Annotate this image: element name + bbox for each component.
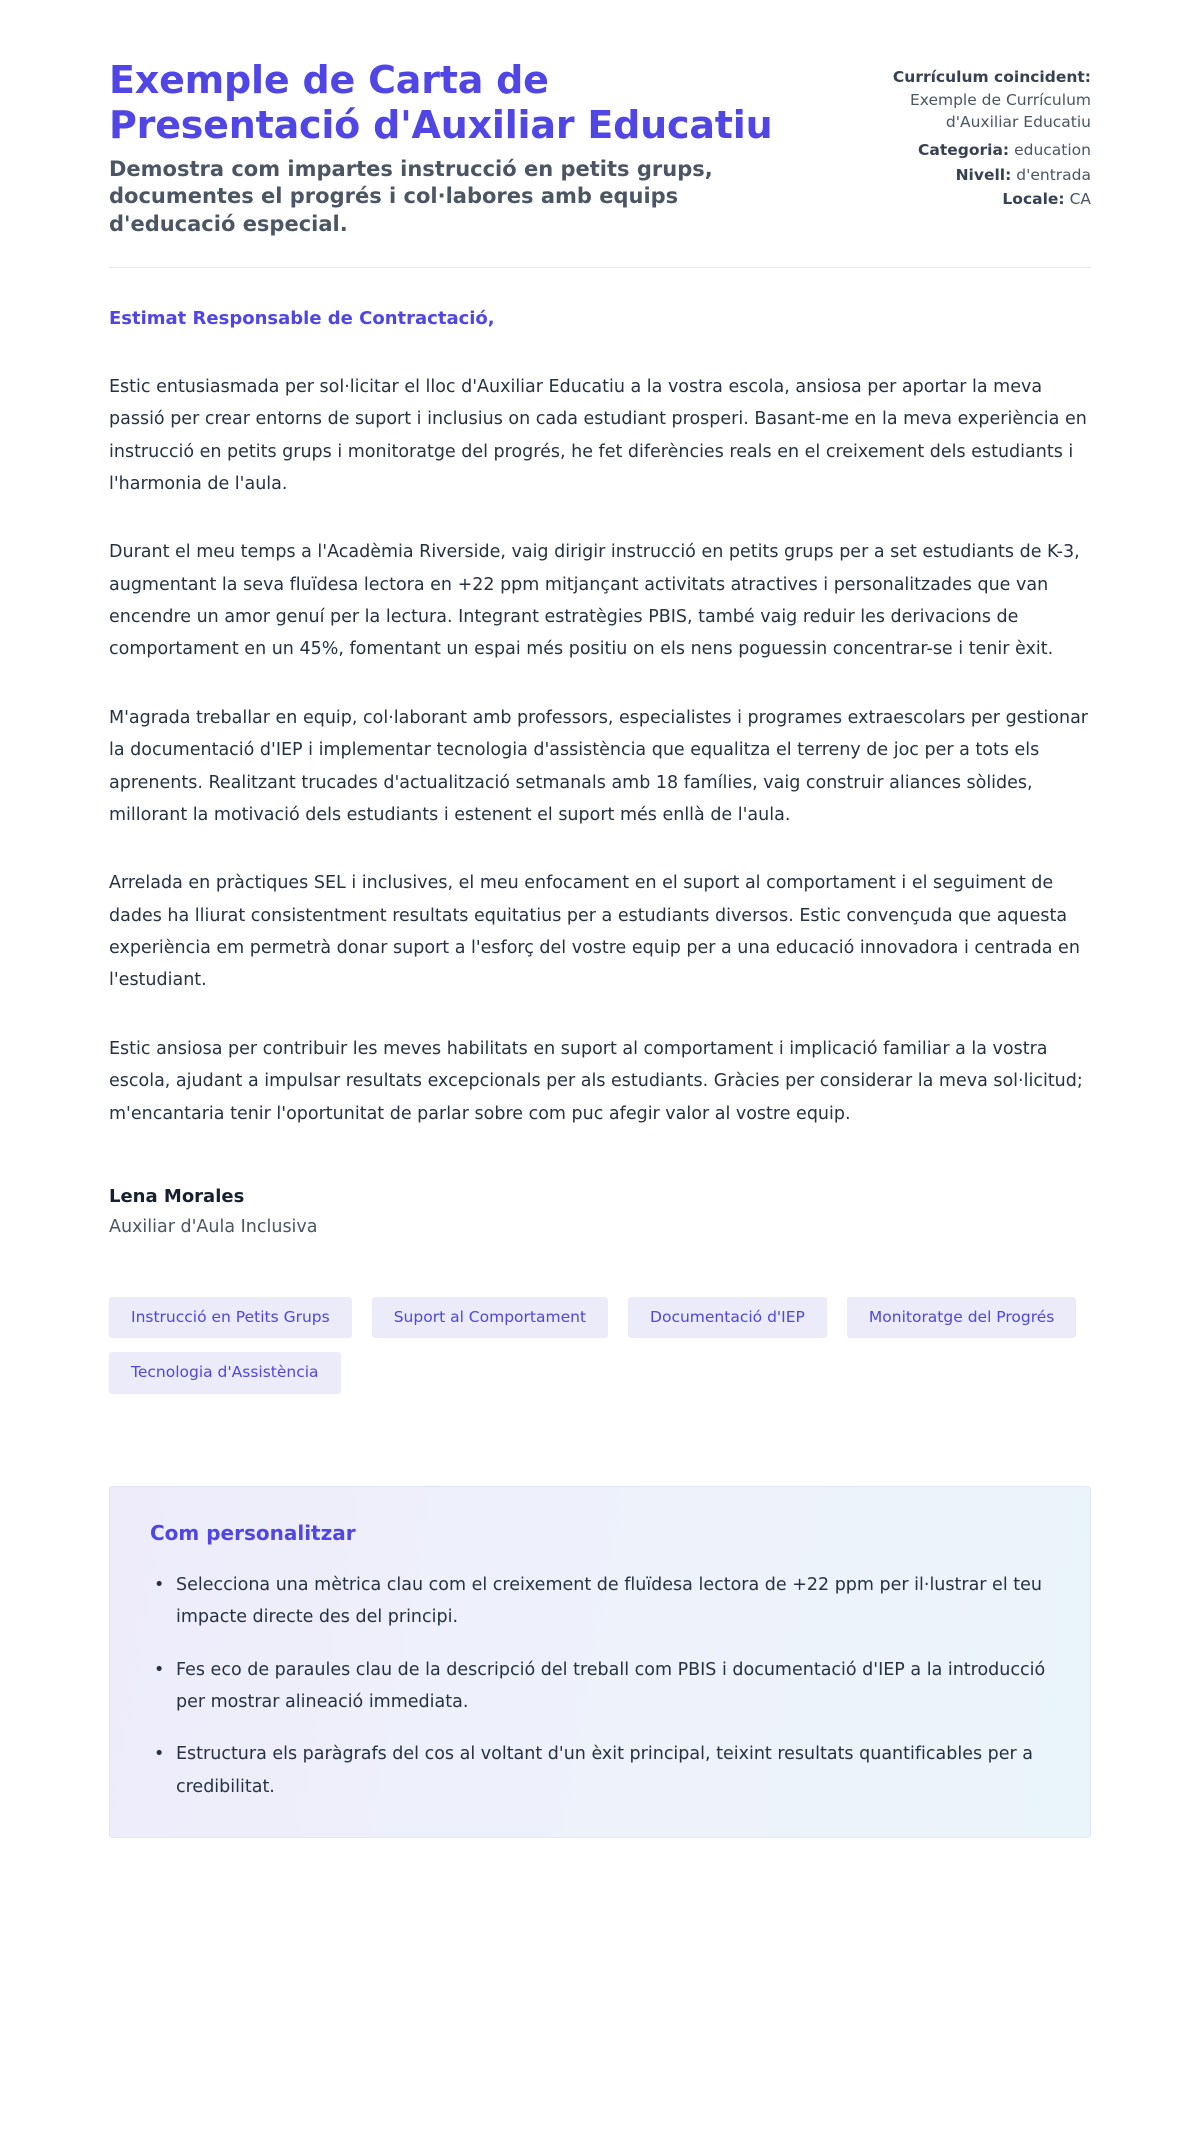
metadata-level-label: Nivell: — [955, 165, 1012, 184]
signature-role: Auxiliar d'Aula Inclusiva — [109, 1216, 318, 1237]
header-text-block — [109, 58, 809, 239]
customization-callout — [109, 1486, 1091, 1838]
bullet-icon: • — [154, 1574, 165, 1595]
metadata-matching-resume-value: Exemple de Currículum d'Auxiliar Educatiu — [909, 91, 1091, 132]
callout-tip-item — [150, 1654, 1048, 1719]
page-subtitle: Demostra com impartes instrucció en petits grups, documentes el progrés i col·labores amb equips d'educació especial. — [109, 156, 713, 237]
metadata-level-value: d'entrada — [1016, 165, 1091, 184]
letter-paragraph: Estic ansiosa per contribuir les meves habilitats en suport al comportament i implicació familiar a la vostra escola, ajudant a impulsar resultats excepcionals per als estudiants. Gràcies per considerar la meva sol·licitud; m'encantaria tenir l'oportunitat de parlar sobre com puc afegir valor al vostre equip. — [109, 1038, 1083, 1124]
callout-tip-text: Fes eco de paraules clau de la descripció del treball com PBIS i documentació d'IEP a la introducció per mostrar alineació immediata. — [176, 1659, 1046, 1713]
letter-paragraph: Arrelada en pràctiques SEL i inclusives, el meu enfocament en el suport al comportament i el seguiment de dades ha lliurat consistentment resultats equitatius per a estudiants diversos. Estic convençuda que aquesta experiència em permetrà donar suport a l'esforç del vostre equip per a una educació innovadora i centrada en l'estudiant. — [109, 873, 1080, 991]
letter-paragraph: Estic entusiasmada per sol·licitar el lloc d'Auxiliar Educatiu a la vostra escola, ansiosa per aportar la meva passió per crear entorns de suport i inclusius on cada estudiant prosperi. Basant-me en la meva experiència en instrucció en petits grups i monitoratge del progrés, he fet diferències reals en el creixement dels estudiants i l'harmonia de l'aula. — [109, 376, 1087, 494]
metadata-matching-resume — [851, 66, 1091, 133]
document-header — [109, 58, 1091, 239]
callout-tip-item — [150, 1569, 1048, 1634]
metadata-category-label: Categoria: — [918, 141, 1010, 160]
letter-paragraph: Durant el meu temps a l'Acadèmia Riverside, vaig dirigir instrucció en petits grups per a set estudiants de K-3, augmentant la seva fluïdesa lectora en +22 ppm mitjançant activitats atractives i personalitzades que van encendre un amor genuí per la lectura. Integrant estratègies PBIS, també vaig reduir les derivacions de comportament en un 45%, fomentant un espai més positiu on els nens poguessin concentrar-se i tenir èxit. — [109, 542, 1080, 660]
skill-tag-list — [109, 1297, 1091, 1394]
bullet-icon: • — [154, 1744, 165, 1765]
page-bottom-spacer — [109, 1838, 1091, 1928]
skill-tag[interactable]: Tecnologia d'Assistència — [109, 1352, 341, 1394]
callout-title: Com personalitzar — [150, 1520, 356, 1545]
letter-signature — [109, 1186, 1091, 1237]
callout-tip-text: Estructura els paràgrafs del cos al voltant d'un èxit principal, teixint resultats quantificables per a credibilitat. — [176, 1744, 1033, 1797]
skill-tag[interactable]: Suport al Comportament — [372, 1297, 608, 1339]
letter-paragraph: M'agrada treballar en equip, col·laborant amb professors, especialistes i programes extraescolars per gestionar la documentació d'IEP i implementar tecnologia d'assistència que equalitza el terreny de joc per a tots els aprenents. Realitzant trucades d'actualització setmanals amb 18 famílies, vaig construir aliances sòlides, millorant la motivació dels estudiants i estenent el suport més enllà de l'aula. — [109, 707, 1089, 825]
metadata-level — [851, 164, 1091, 187]
skill-tag[interactable]: Monitoratge del Progrés — [847, 1297, 1076, 1339]
page-content — [109, 0, 1091, 1928]
metadata-locale-label: Locale: — [1002, 189, 1065, 208]
page-title: Exemple de Carta de Presentació d'Auxiliar Educatiu — [109, 58, 773, 147]
metadata-matching-resume-label: Currículum coincident: — [892, 68, 1091, 86]
signature-name: Lena Morales — [109, 1185, 245, 1207]
bullet-icon: • — [154, 1659, 165, 1680]
skill-tag[interactable]: Instrucció en Petits Grups — [109, 1297, 352, 1339]
metadata-locale-value: CA — [1069, 189, 1091, 208]
skill-tag[interactable]: Documentació d'IEP — [628, 1297, 827, 1339]
metadata-category-value: education — [1014, 141, 1091, 160]
document-metadata — [851, 58, 1091, 212]
callout-tip-list — [150, 1569, 1048, 1803]
metadata-category — [851, 139, 1091, 162]
metadata-locale — [851, 188, 1091, 211]
cover-letter-body — [109, 268, 1091, 1237]
callout-tip-text: Selecciona una mètrica clau com el creixement de fluïdesa lectora de +22 ppm per il·lustrar el teu impacte directe des del principi. — [176, 1574, 1042, 1628]
callout-tip-item — [150, 1738, 1048, 1803]
letter-salutation: Estimat Responsable de Contractació, — [109, 307, 495, 329]
